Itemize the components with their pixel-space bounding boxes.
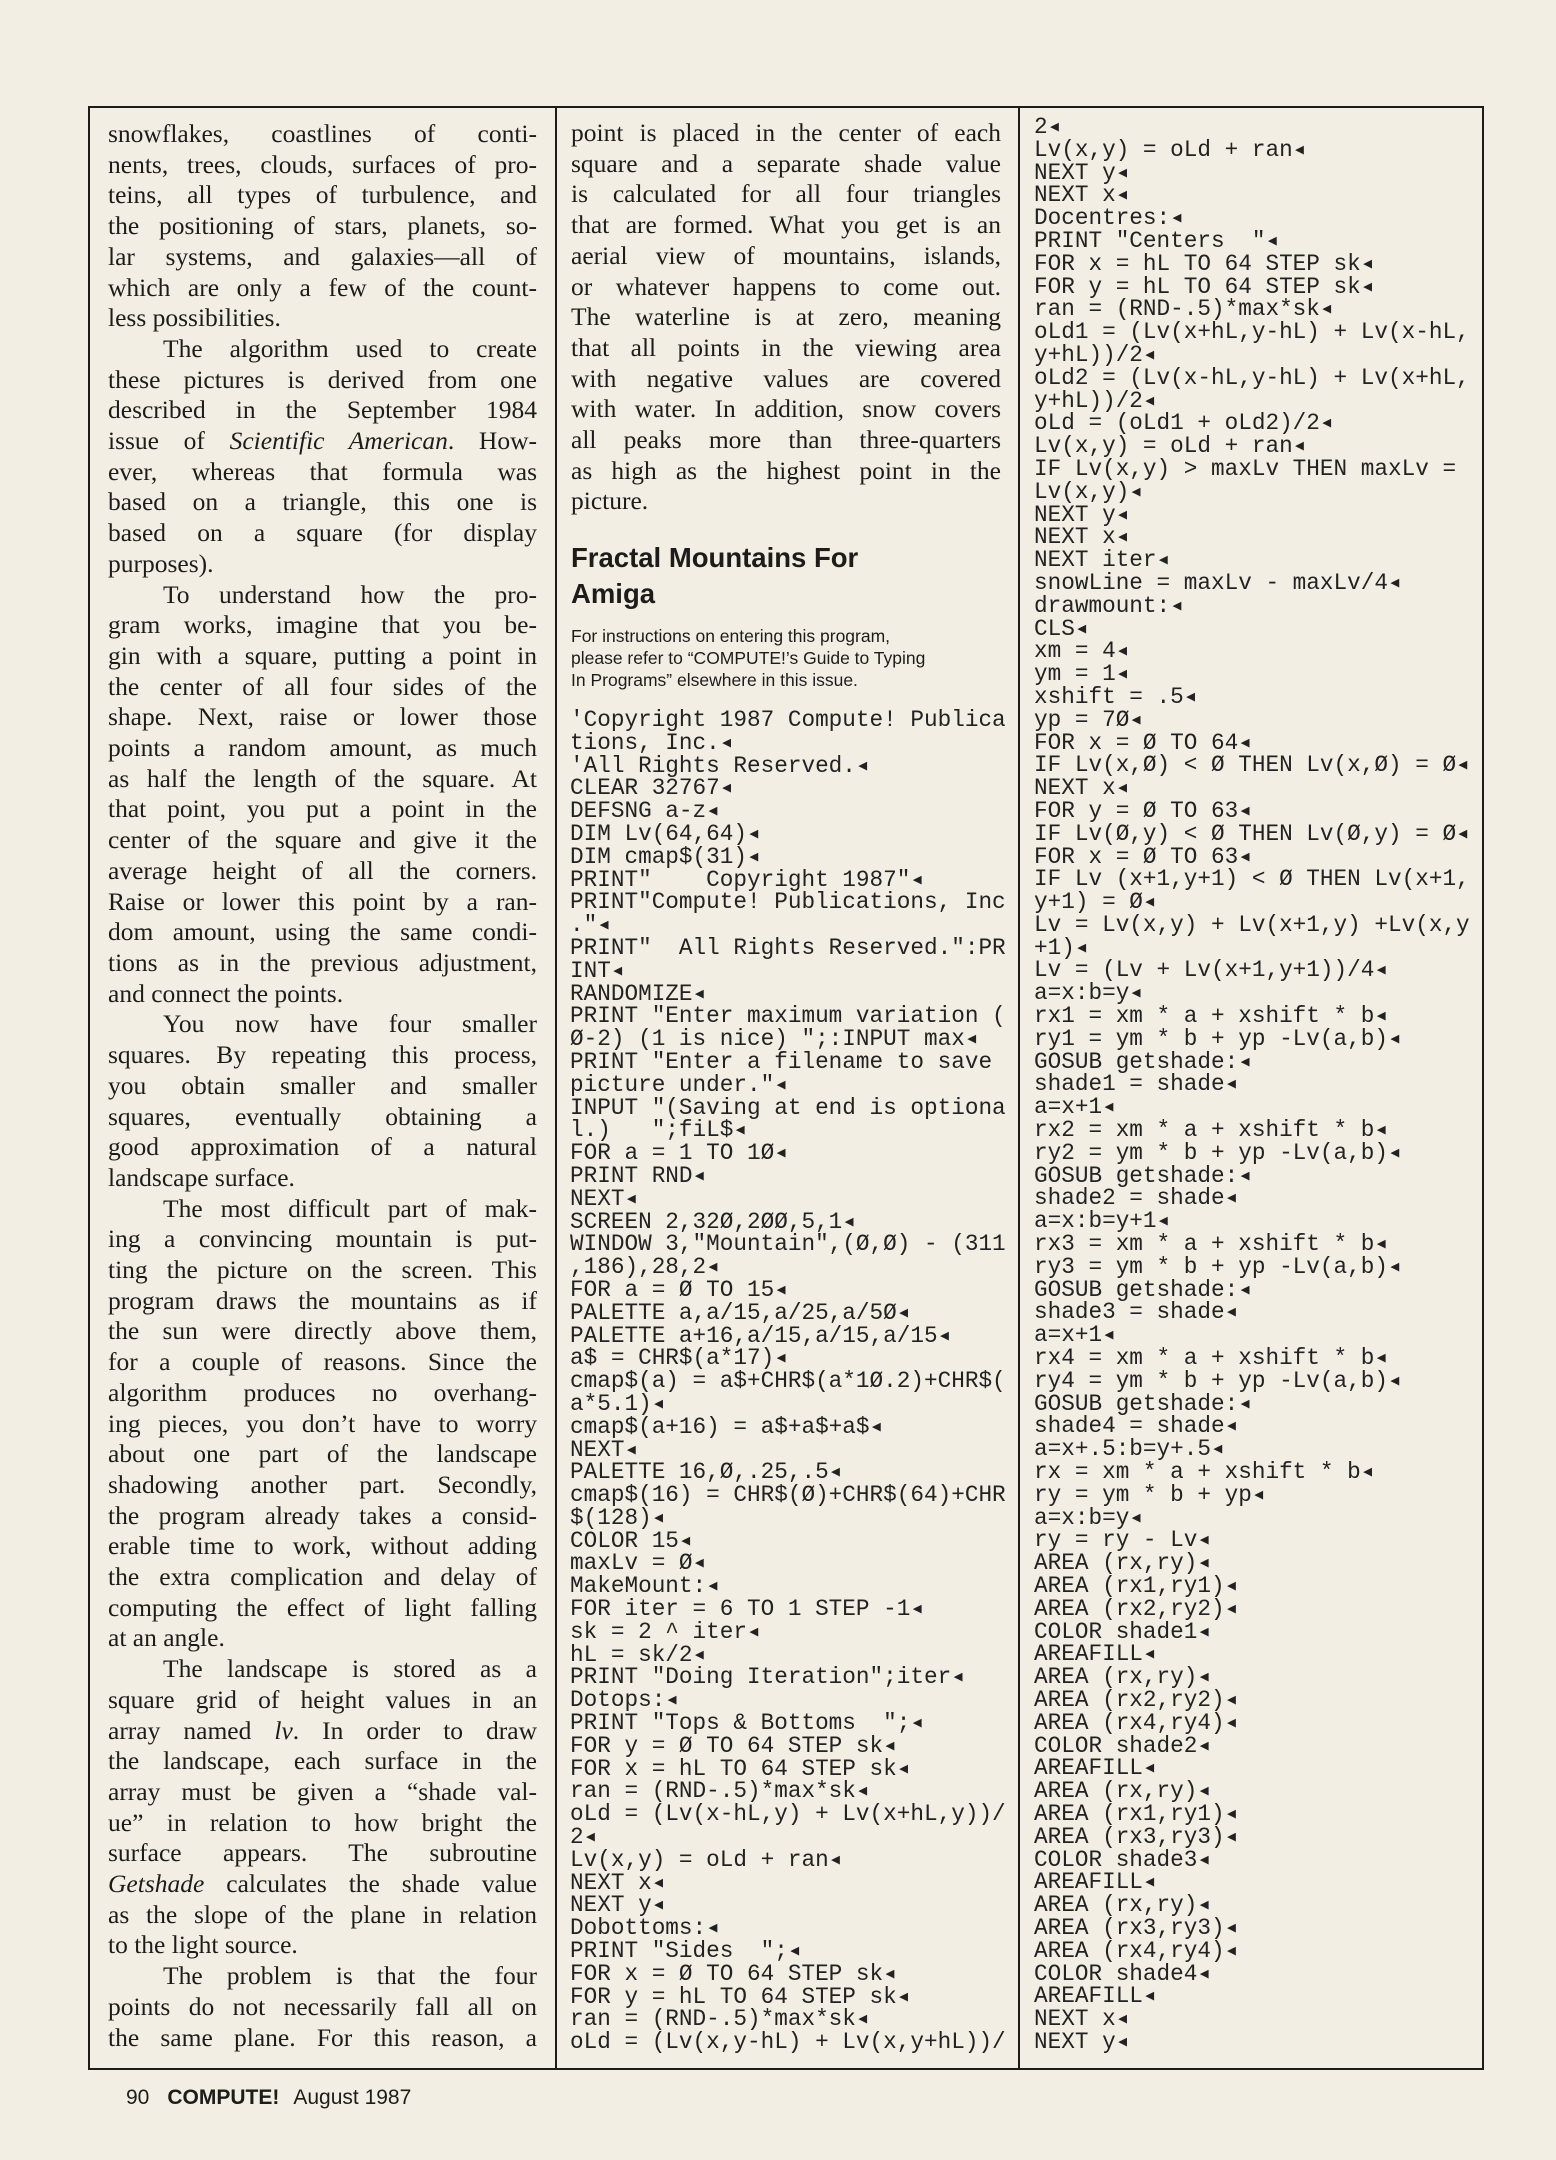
code-line: AREA (rx3,ry3)◂ — [1034, 1823, 1239, 1850]
text-line: good approximation of a natural — [108, 1132, 537, 1162]
text-line: that are formed. What you get is an — [571, 210, 1001, 240]
code-line: GOSUB getshade:◂ — [1034, 1048, 1252, 1075]
text-line: and connect the points. — [108, 978, 344, 1008]
text-line: square grid of height values in an — [108, 1684, 537, 1714]
code-line: PRINT "Doing Iteration";iter◂ — [570, 1664, 965, 1691]
code-line: IF Lv(x,y) > maxLv THEN maxLv = — [1034, 455, 1457, 482]
text-span: array named — [108, 1715, 275, 1745]
text-line: that all points in the viewing area — [571, 332, 1001, 362]
text-line: center of the square and give it the — [108, 825, 537, 855]
code-line: AREA (rx3,ry3)◂ — [1034, 1914, 1239, 1941]
text-line: ing a convincing mountain is put- — [108, 1224, 537, 1254]
text-line: dom amount, using the same condi- — [108, 917, 537, 947]
text-line: The landscape is stored as a — [163, 1654, 537, 1684]
text-line: these pictures is derived from one — [108, 364, 537, 394]
code-line: shade1 = shade◂ — [1034, 1071, 1239, 1098]
text-line: based on a triangle, this one is — [108, 487, 537, 517]
code-line: FOR a = Ø TO 15◂ — [570, 1276, 788, 1303]
page-number: 90 — [126, 2086, 150, 2109]
code-line: PALETTE a,a/15,a/25,a/5Ø◂ — [570, 1299, 911, 1326]
text-line: with negative values are covered — [571, 363, 1001, 393]
text-line: program draws the mountains as if — [108, 1285, 537, 1315]
code-line: Ø-2) (1 is nice) ";:INPUT max◂ — [570, 1026, 979, 1053]
text-line: the sun were directly above them, — [108, 1316, 537, 1346]
code-line: FOR y = hL TO 64 STEP sk◂ — [570, 1983, 911, 2010]
code-line: Lv = (Lv + Lv(x+1,y+1))/4◂ — [1034, 957, 1389, 984]
code-line: maxLv = Ø◂ — [570, 1550, 707, 1577]
code-line: COLOR shade3◂ — [1034, 1846, 1212, 1873]
typing-instructions — [571, 625, 925, 691]
code-line: DIM Lv(64,64)◂ — [570, 820, 761, 847]
text-line: landscape surface. — [108, 1162, 295, 1192]
text-line: based on a square (for display — [108, 518, 537, 548]
code-line: PRINT" Copyright 1987"◂ — [570, 866, 925, 893]
text-line: the extra complication and delay of — [108, 1562, 537, 1592]
code-line: AREA (rx1,ry1)◂ — [1034, 1800, 1239, 1827]
code-line: NEXT y◂ — [1034, 501, 1130, 528]
code-line: CLS◂ — [1034, 615, 1089, 642]
text-line: as high as the highest point in the — [571, 455, 1001, 485]
text-line: the same plane. For this reason, a — [108, 2022, 537, 2052]
text-line: as the slope of the plane in relation — [108, 1899, 537, 1929]
text-line: squares. By repeating this process, — [108, 1040, 537, 1070]
code-line: shade4 = shade◂ — [1034, 1413, 1239, 1440]
code-line: COLOR shade1◂ — [1034, 1618, 1212, 1645]
code-line: AREA (rx1,ry1)◂ — [1034, 1573, 1239, 1599]
code-line: WINDOW 3,"Mountain",(Ø,Ø) - (311 — [570, 1231, 1006, 1258]
text-line: The algorithm used to create — [163, 333, 537, 363]
text-line: which are only a few of the count- — [108, 272, 537, 302]
code-line: shade2 = shade◂ — [1034, 1185, 1239, 1212]
code-line: oLd2 = (Lv(x-hL,y-hL) + Lv(x+hL, — [1034, 364, 1470, 391]
code-line: Lv(x,y) = oLd + ran◂ — [570, 1846, 843, 1873]
text-line: shape. Next, raise or lower those — [108, 702, 537, 732]
text-line: about one part of the landscape — [108, 1439, 537, 1469]
code-line: ym = 1◂ — [1034, 661, 1130, 688]
code-line: oLd = (Lv(x,y-hL) + Lv(x,y+hL))/ — [570, 2029, 1006, 2056]
code-line: picture under."◂ — [570, 1071, 788, 1098]
text-line: picture. — [571, 486, 649, 516]
code-line: yp = 7Ø◂ — [1034, 706, 1143, 733]
text-line: the program already takes a consid- — [108, 1500, 537, 1530]
code-line: ry = ym * b + yp◂ — [1034, 1481, 1266, 1508]
text-line: The problem is that the four — [163, 1961, 537, 1991]
code-line: cmap$(a) = a$+CHR$(a*1Ø.2)+CHR$( — [570, 1368, 1006, 1395]
code-line: AREA (rx2,ry2)◂ — [1034, 1595, 1239, 1622]
text-line: described in the September 1984 — [108, 395, 537, 425]
code-line: AREA (rx,ry)◂ — [1034, 1778, 1212, 1805]
code-line: Lv = Lv(x,y) + Lv(x+1,y) +Lv(x,y — [1034, 911, 1470, 938]
text-line: gin with a square, putting a point in — [108, 640, 537, 670]
code-line: a=x+1◂ — [1034, 1094, 1116, 1121]
code-line: FOR iter = 6 TO 1 STEP -1◂ — [570, 1596, 925, 1623]
code-line: PRINT "Tops & Bottoms ";◂ — [570, 1710, 925, 1737]
code-line: INT◂ — [570, 957, 625, 984]
text-span: issue of — [108, 426, 230, 456]
code-line: AREAFILL◂ — [1034, 1869, 1157, 1896]
code-line: PRINT" All Rights Reserved.":PR — [570, 934, 1006, 961]
code-line: AREA (rx4,ry4)◂ — [1034, 1937, 1239, 1964]
code-line: 'All Rights Reserved.◂ — [570, 752, 870, 779]
code-line: AREAFILL◂ — [1034, 1755, 1157, 1782]
code-line: AREAFILL◂ — [1034, 1641, 1157, 1668]
code-line: PRINT "Enter maximum variation ( — [570, 1003, 1006, 1030]
code-line: PRINT "Centers "◂ — [1034, 227, 1280, 254]
text-line: all peaks more than three-quarters — [571, 425, 1001, 455]
code-line: IF Lv(x,Ø) < Ø THEN Lv(x,Ø) = Ø◂ — [1034, 752, 1470, 779]
code-line: ran = (RND-.5)*max*sk◂ — [1034, 296, 1334, 323]
issue-date: August 1987 — [293, 2086, 412, 2109]
code-line: $(128)◂ — [570, 1504, 666, 1531]
code-line: NEXT x◂ — [1034, 775, 1130, 802]
code-line: PRINT RND◂ — [570, 1162, 707, 1189]
text-line: algorithm produces no overhang- — [108, 1377, 537, 1407]
text-line — [108, 426, 537, 457]
text-line: purposes). — [108, 548, 214, 578]
text-line: lar systems, and galaxies—all of — [108, 241, 537, 271]
code-line: NEXT y◂ — [1034, 2028, 1130, 2055]
text-line: average height of all the corners. — [108, 855, 537, 885]
code-line: y+1) = Ø◂ — [1034, 889, 1157, 916]
code-line: Dotops:◂ — [570, 1687, 679, 1714]
text-line: that point, you put a point in the — [108, 794, 537, 824]
text-line: The waterline is at zero, meaning — [571, 302, 1001, 332]
code-line: FOR x = Ø TO 63◂ — [1034, 843, 1252, 870]
code-line: NEXT iter◂ — [1034, 547, 1171, 574]
text-line: The most difficult part of mak- — [163, 1193, 537, 1223]
code-line: snowLine = maxLv - maxLv/4◂ — [1034, 569, 1402, 596]
code-line: ran = (RND-.5)*max*sk◂ — [570, 2006, 870, 2033]
code-line: rx2 = xm * a + xshift * b◂ — [1034, 1117, 1389, 1144]
code-line: sk = 2 ^ iter◂ — [570, 1618, 761, 1645]
instructions-line: In Programs” elsewhere in this issue. — [571, 670, 858, 690]
text-line: Raise or lower this point by a ran- — [108, 886, 537, 916]
text-span: calculates the shade value — [204, 1869, 537, 1899]
code-line: NEXT y◂ — [570, 1892, 666, 1919]
text-line: squares, eventually obtaining a — [108, 1101, 537, 1131]
code-line: xshift = .5◂ — [1034, 683, 1198, 710]
article-column-2-text — [571, 118, 1001, 517]
text-line: the landscape, each surface in the — [108, 1746, 537, 1776]
code-line: GOSUB getshade:◂ — [1034, 1162, 1252, 1189]
text-line: gram works, imagine that you be- — [108, 610, 537, 640]
code-line: y+hL))/2◂ — [1034, 341, 1157, 368]
code-line: hL = sk/2◂ — [570, 1641, 707, 1668]
text-line: snowflakes, coastlines of conti- — [108, 119, 537, 148]
text-line: You now have four smaller — [163, 1009, 537, 1039]
code-line: ,186),28,2◂ — [570, 1254, 720, 1281]
code-line: tions, Inc.◂ — [570, 729, 734, 756]
code-line: DEFSNG a-z◂ — [570, 798, 720, 825]
code-line: drawmount:◂ — [1034, 592, 1184, 619]
code-line: oLd = (Lv(x-hL,y) + Lv(x+hL,y))/ — [570, 1801, 1006, 1828]
code-line: ry2 = ym * b + yp -Lv(a,b)◂ — [1034, 1139, 1402, 1166]
code-line: oLd = (oLd1 + oLd2)/2◂ — [1034, 410, 1334, 437]
code-line: PRINT "Sides ";◂ — [570, 1938, 802, 1965]
code-line: Dobottoms:◂ — [570, 1915, 720, 1942]
text-line: you obtain smaller and smaller — [108, 1070, 537, 1100]
code-line: AREA (rx,ry)◂ — [1034, 1664, 1212, 1691]
text-line: shadowing another part. Secondly, — [108, 1469, 537, 1499]
text-line: array must be given a “shade val- — [108, 1776, 537, 1806]
code-line: Lv(x,y)◂ — [1034, 478, 1143, 505]
text-line: ing pieces, you don’t have to worry — [108, 1408, 537, 1438]
code-line: AREA (rx2,ry2)◂ — [1034, 1686, 1239, 1713]
code-line: rx1 = xm * a + xshift * b◂ — [1034, 1003, 1389, 1030]
code-line: GOSUB getshade:◂ — [1034, 1390, 1252, 1417]
text-line: aerial view of mountains, islands, — [571, 240, 1001, 270]
text-line: points a random amount, as much — [108, 733, 537, 763]
code-line: AREA (rx,ry)◂ — [1034, 1550, 1212, 1577]
text-line: the center of all four sides of the — [108, 671, 537, 701]
text-line: for a couple of reasons. Since the — [108, 1347, 537, 1377]
code-line: NEXT x◂ — [570, 1869, 666, 1896]
italic-text: Getshade — [108, 1869, 205, 1899]
text-line: nents, trees, clouds, surfaces of pro- — [108, 149, 537, 179]
text-line: ting the picture on the screen. This — [108, 1255, 537, 1285]
text-line: tions as in the previous adjustment, — [108, 947, 537, 977]
code-line: NEXT y◂ — [1034, 159, 1130, 186]
code-line: GOSUB getshade:◂ — [1034, 1276, 1252, 1303]
code-line: AREAFILL◂ — [1034, 1983, 1157, 2010]
code-line: PALETTE a+16,a/15,a/15,a/15◂ — [570, 1322, 952, 1349]
code-line: ry1 = ym * b + yp -Lv(a,b)◂ — [1034, 1025, 1402, 1052]
program-title-line: Amiga — [571, 578, 656, 609]
code-line: COLOR shade2◂ — [1034, 1732, 1212, 1759]
text-line: at an angle. — [108, 1623, 225, 1653]
text-span: . In order to draw — [292, 1715, 538, 1745]
code-line: FOR a = 1 TO 1Ø◂ — [570, 1140, 788, 1167]
code-line: ran = (RND-.5)*max*sk◂ — [570, 1778, 870, 1805]
text-line: To understand how the pro- — [163, 579, 537, 609]
code-line: l.) ";fiL$◂ — [570, 1117, 748, 1144]
code-line: FOR x = Ø TO 64◂ — [1034, 729, 1252, 756]
code-line: FOR x = Ø TO 64 STEP sk◂ — [570, 1960, 897, 1987]
text-line: to the light source. — [108, 1930, 298, 1960]
code-line: Docentres:◂ — [1034, 205, 1184, 232]
text-line: erable time to work, without adding — [108, 1531, 537, 1561]
instructions-line: For instructions on entering this program, — [571, 626, 891, 646]
code-line: FOR x = hL TO 64 STEP sk◂ — [570, 1755, 911, 1782]
code-line: NEXT◂ — [570, 1185, 639, 1212]
code-line: shade3 = shade◂ — [1034, 1299, 1239, 1326]
text-line — [108, 1869, 537, 1900]
code-line: FOR y = Ø TO 63◂ — [1034, 797, 1252, 824]
text-line: teins, all types of turbulence, and — [108, 180, 537, 210]
text-line: square and a separate shade value — [571, 148, 1001, 178]
code-line: SCREEN 2,32Ø,2ØØ,5,1◂ — [570, 1208, 856, 1235]
article-column-1 — [108, 119, 537, 2053]
code-line: rx4 = xm * a + xshift * b◂ — [1034, 1345, 1389, 1372]
code-line: 2◂ — [1034, 114, 1062, 140]
text-line: is calculated for all four triangles — [571, 179, 1001, 209]
text-line — [108, 1716, 537, 1747]
text-line: point is placed in the center of each — [571, 118, 1001, 147]
italic-text: lv — [274, 1715, 293, 1745]
code-line: 2◂ — [570, 1824, 598, 1851]
text-line: points do not necessarily fall all on — [108, 1991, 537, 2021]
code-line: cmap$(a+16) = a$+a$+a$◂ — [570, 1413, 884, 1440]
code-line: rx3 = xm * a + xshift * b◂ — [1034, 1231, 1389, 1258]
text-line: with water. In addition, snow covers — [571, 394, 1001, 424]
code-line: IF Lv (x+1,y+1) < Ø THEN Lv(x+1, — [1034, 866, 1470, 893]
code-line: FOR y = Ø TO 64 STEP sk◂ — [570, 1732, 897, 1759]
code-line: oLd1 = (Lv(x+hL,y-hL) + Lv(x-hL, — [1034, 319, 1470, 346]
code-line: +1)◂ — [1034, 934, 1089, 961]
code-line: a=x+.5:b=y+.5◂ — [1034, 1436, 1225, 1463]
code-line: CLEAR 32767◂ — [570, 775, 734, 802]
instructions-line: please refer to “COMPUTE!’s Guide to Typing — [571, 648, 926, 668]
magazine-name: COMPUTE! — [167, 2086, 280, 2109]
code-line: FOR y = hL TO 64 STEP sk◂ — [1034, 273, 1375, 300]
text-line: computing the effect of light falling — [108, 1592, 537, 1622]
code-line: NEXT◂ — [570, 1436, 639, 1463]
text-line: as half the length of the square. At — [108, 763, 537, 793]
text-line: the positioning of stars, planets, so- — [108, 211, 537, 241]
code-line: a=x+1◂ — [1034, 1322, 1116, 1349]
column-divider — [555, 106, 557, 2068]
code-line: cmap$(16) = CHR$(Ø)+CHR$(64)+CHR — [570, 1482, 1006, 1509]
column-divider — [1018, 106, 1020, 2068]
italic-text: Scientific American — [229, 426, 448, 456]
code-line: 'Copyright 1987 Compute! Publica — [570, 707, 1006, 733]
text-line: or whatever happens to come out. — [571, 271, 1001, 301]
program-title — [571, 540, 858, 612]
code-line: COLOR 15◂ — [570, 1527, 693, 1554]
text-span: . How- — [447, 426, 537, 456]
code-line: Lv(x,y) = oLd + ran◂ — [1034, 433, 1307, 460]
code-line: y+hL))/2◂ — [1034, 387, 1157, 414]
code-line: rx = xm * a + xshift * b◂ — [1034, 1459, 1375, 1486]
code-line: a=x:b=y◂ — [1034, 980, 1143, 1007]
code-line: INPUT "(Saving at end is optiona — [570, 1094, 1006, 1121]
code-line: AREA (rx4,ry4)◂ — [1034, 1709, 1239, 1736]
code-line: ry = ry - Lv◂ — [1034, 1527, 1212, 1554]
code-line: PRINT"Compute! Publications, Inc — [570, 889, 1006, 916]
code-line: xm = 4◂ — [1034, 638, 1130, 665]
code-line: a$ = CHR$(a*17)◂ — [570, 1345, 788, 1372]
code-line: DIM cmap$(31)◂ — [570, 843, 761, 870]
program-listing-part-2 — [1034, 116, 1470, 2054]
code-line: COLOR shade4◂ — [1034, 1960, 1212, 1987]
text-line: ue” in relation to how bright the — [108, 1807, 537, 1837]
program-title-line: Fractal Mountains For — [571, 542, 859, 573]
code-line: a=x:b=y+1◂ — [1034, 1208, 1171, 1235]
text-line: less possibilities. — [108, 303, 281, 333]
page-footer — [126, 2086, 411, 2110]
code-line: IF Lv(Ø,y) < Ø THEN Lv(Ø,y) = Ø◂ — [1034, 820, 1470, 847]
text-line: surface appears. The subroutine — [108, 1838, 537, 1868]
code-line: FOR x = hL TO 64 STEP sk◂ — [1034, 250, 1375, 277]
code-line: PRINT "Enter a filename to save — [570, 1048, 993, 1075]
code-line: RANDOMIZE◂ — [570, 980, 707, 1007]
code-line: NEXT x◂ — [1034, 2006, 1130, 2033]
code-line: ."◂ — [570, 912, 611, 939]
code-line: ry3 = ym * b + yp -Lv(a,b)◂ — [1034, 1253, 1402, 1280]
code-line: NEXT x◂ — [1034, 182, 1130, 209]
program-listing-part-1 — [570, 709, 1006, 2054]
code-line: a=x:b=y◂ — [1034, 1504, 1143, 1531]
code-line: MakeMount:◂ — [570, 1573, 720, 1600]
code-line: a*5.1)◂ — [570, 1390, 666, 1417]
code-line: PALETTE 16,Ø,.25,.5◂ — [570, 1459, 843, 1486]
code-line: AREA (rx,ry)◂ — [1034, 1892, 1212, 1919]
code-line: Lv(x,y) = oLd + ran◂ — [1034, 136, 1307, 163]
code-line: NEXT x◂ — [1034, 524, 1130, 551]
code-line: ry4 = ym * b + yp -Lv(a,b)◂ — [1034, 1367, 1402, 1394]
text-line: ever, whereas that formula was — [108, 456, 537, 486]
